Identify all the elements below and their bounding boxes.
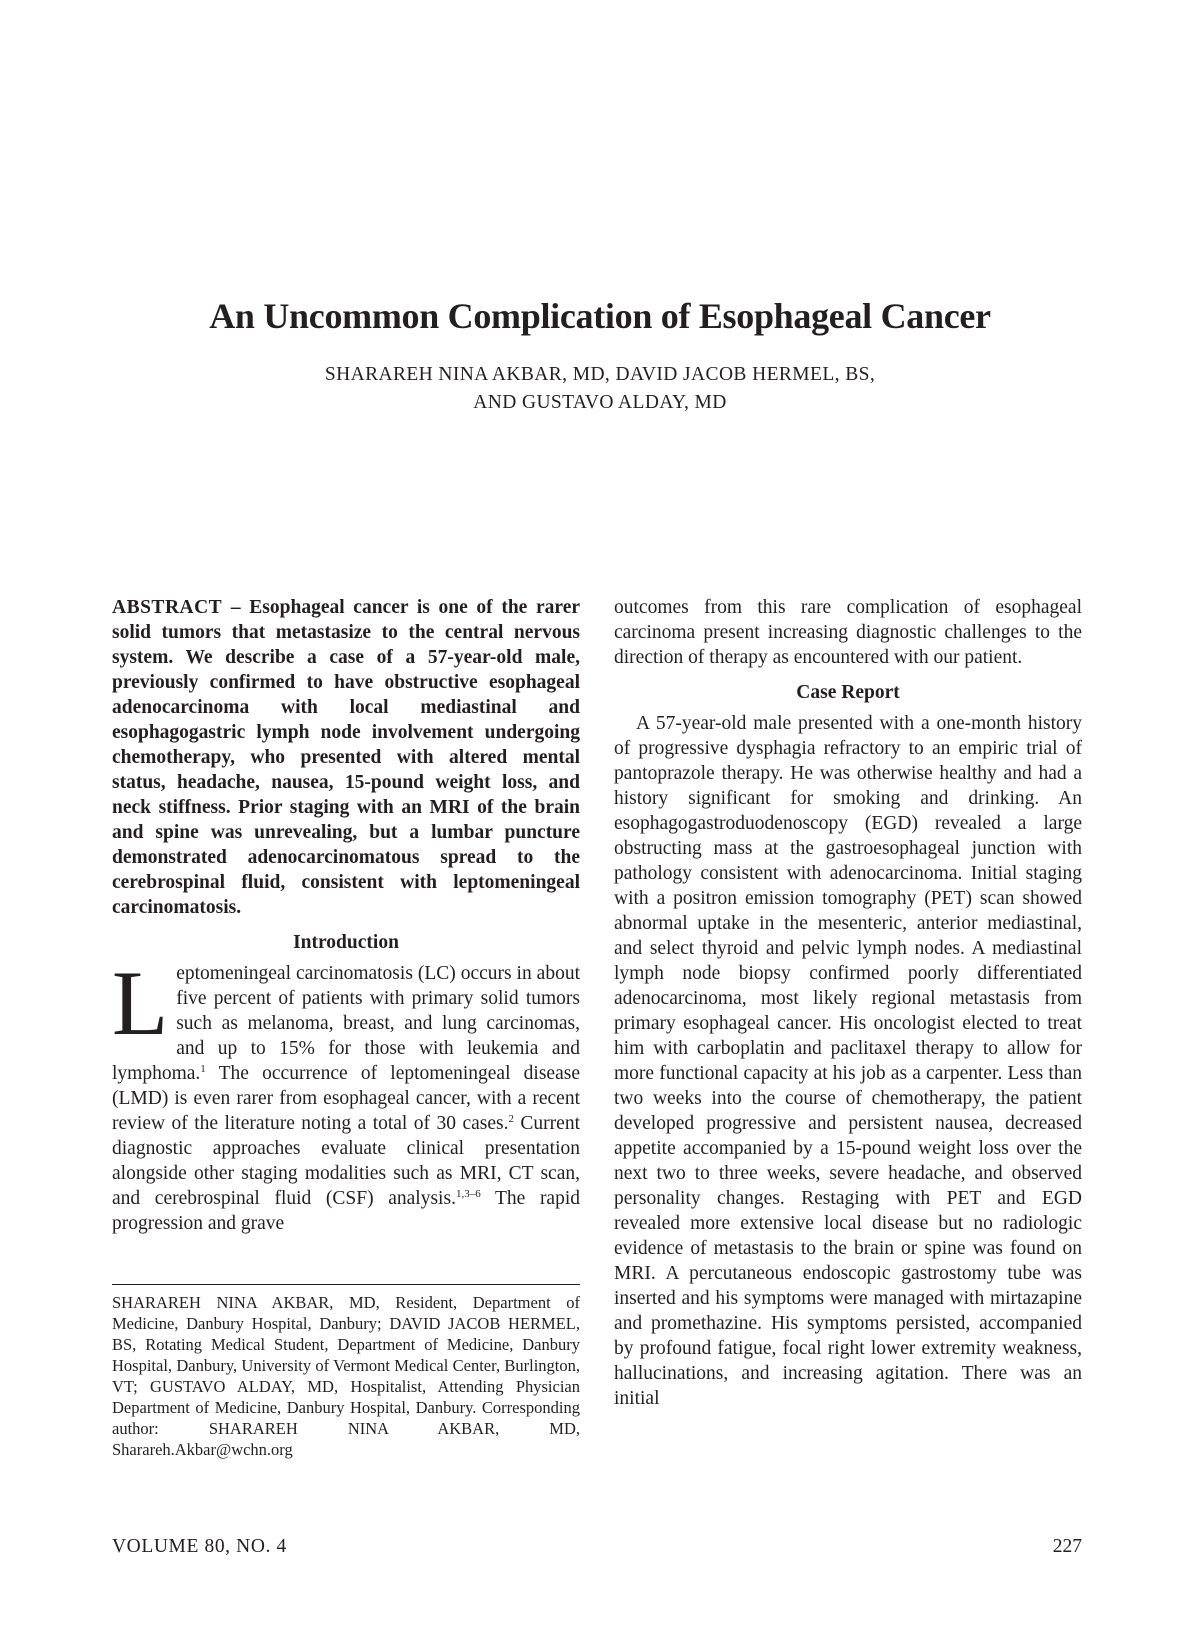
author-list [0,361,1200,417]
case-report-heading: Case Report [796,682,900,703]
journal-volume: VOLUME 80, NO. 4 [112,1536,287,1557]
case-report-paragraph: A 57-year-old male presented with a one-month history of progressive dysphagia refractory to an empiric trial of pantoprazole therapy. He was otherwise healthy and had a history significant for smoking and drinking. An esophagogastroduodenoscopy (EGD) revealed a large obstructing mass at the gastroesophageal junction with pathology consistent with adenocarcinoma. Initial staging with a positron emission tomography (PET) scan showed abnormal uptake in the mesenteric, anterior mediastinal, and select thyroid and pelvic lymph nodes. A mediastinal lymph node biopsy confirmed poorly differentiated adenocarcinoma, most likely regional metastasis from primary esophageal cancer. His oncologist elected to treat him with carboplatin and paclitaxel therapy to allow for more functional capacity at his job as a carpenter. Less than two weeks into the course of chemotherapy, the patient developed progressive and persistent nausea, decreased appetite accompanied by a 15-pound weight loss over the next two to three weeks, severe headache, and observed personality changes. Restaging with PET and EGD revealed more extensive local disease but no radiologic evidence of metastasis to the brain or spine was found on MRI. A percutaneous endoscopic gastrostomy tube was inserted and his symptoms were managed with mirtazapine and promethazine. His symptoms persisted, accompanied by profound fatigue, focal right lower extremity weakness, hallucinations, and increasing agitation. There was an initial [614,713,1082,1409]
intro-text-1: eptomeningeal carcinomatosis (LC) occurs in about five percent of patients with primary solid tumors such as melanoma, breast, and lung carcinomas, and up to 15% for those with leukemia and lymphoma. [112,963,580,1084]
intro-text-3: Current diagnostic approaches evaluate clinical presentation alongside other staging modalities such as MRI, CT scan, and cerebrospinal fluid (CSF) analysis. [112,1113,580,1209]
introduction-continuation: outcomes from this rare complication of esophageal carcinoma present increasing diagnostic challenges to the direction of therapy as encountered with our patient. [614,597,1082,668]
author-line-1: SHARAREH NINA AKBAR, MD, DAVID JACOB HERMEL, BS, [324,364,876,385]
citation-ref: 1 [200,1063,206,1075]
abstract [112,595,580,920]
article-title: An Uncommon Complication of Esophageal Cancer [209,296,991,336]
intro-text-4: The rapid progression and grave [112,1188,581,1234]
citation-ref: 2 [508,1113,514,1125]
abstract-label: ABSTRACT [112,597,223,618]
right-column [614,595,1082,1411]
affiliation-divider [112,1284,580,1285]
introduction-heading: Introduction [293,932,399,953]
author-line-2: AND GUSTAVO ALDAY, MD [473,392,727,413]
intro-text-2: The occurrence of leptomeningeal disease (LMD) is even rarer from esophageal cancer, with a recent review of the literature noting a total of 30 cases. [112,1063,580,1134]
page-number: 227 [1052,1536,1082,1557]
left-column [112,595,580,1236]
abstract-dash: – [222,597,250,618]
author-affiliations: SHARAREH NINA AKBAR, MD, Resident, Department of Medicine, Danbury Hospital, Danbury; DAVID JACOB HERMEL, BS, Rotating Medical Student, Department of Medicine, Danbury Hospital, Danbury, University of Vermont Medical Center, Burlington, VT; GUSTAVO ALDAY, MD, Hospitalist, Attending Physician Department of Medicine, Danbury Hospital, Danbury. Corresponding author: SHARAREH NINA AKBAR, MD, Sharareh.Akbar@wchn.org [112,1293,580,1459]
introduction-paragraph [112,952,581,1236]
drop-cap: L [112,952,169,1054]
citation-ref: 1,3–6 [455,1188,481,1200]
abstract-text: Esophageal cancer is one of the rarer solid tumors that metastasize to the central nervous system. We describe a case of a 57-year-old male, previously confirmed to have obstructive esophageal adenocarcinoma with local mediastinal and esophagogastric lymph node involvement undergoing chemotherapy, who presented with altered mental status, headache, nausea, 15-pound weight loss, and neck stiffness. Prior staging with an MRI of the brain and spine was unrevealing, but a lumbar puncture demonstrated adenocarcinomatous spread to the cerebrospinal fluid, consistent with leptomeningeal carcinomatosis. [112,597,580,918]
